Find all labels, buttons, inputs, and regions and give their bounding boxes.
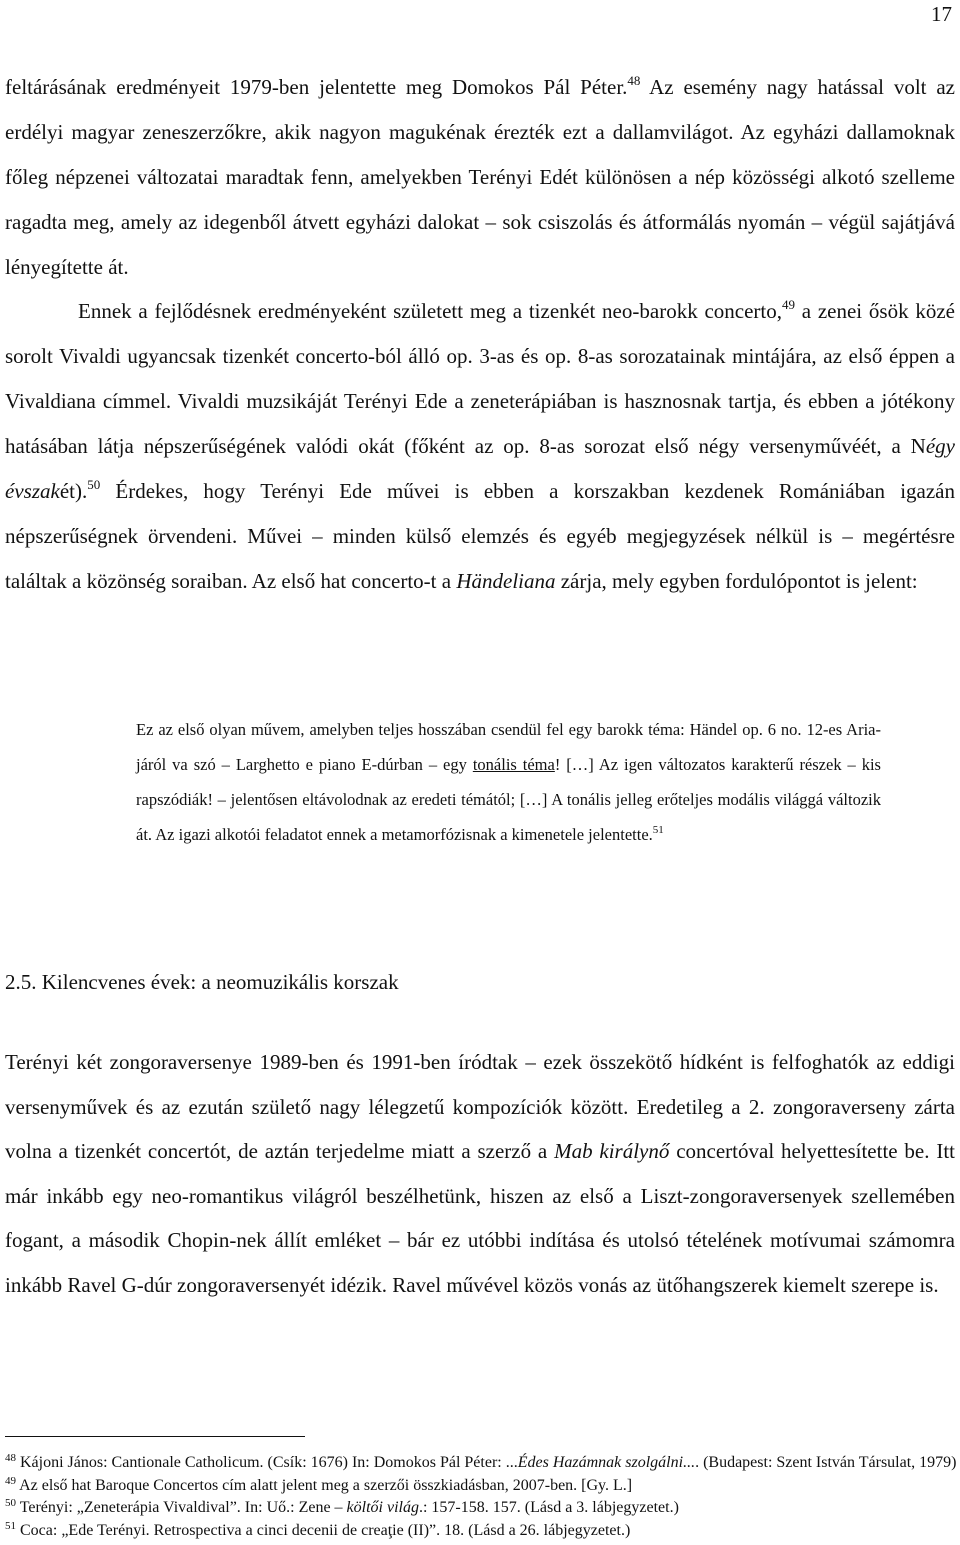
paragraph-text: Érdekes, hogy Terényi Ede művei is ebben a korszakban kezdenek Romániában igazán népszerűségnek örvendeni. Művei – minden külső elemzés és egyéb megjegyzések nélkül is – megértésre találtak a közönség soraiban. Az első hat concerto-t a bbox=[5, 479, 955, 593]
section-heading: 2.5. Kilencvenes évek: a neomuzikális korszak bbox=[5, 970, 399, 994]
paragraph-text: Az esemény nagy hatással volt az erdélyi magyar zeneszerzőkre, akik nagyon magukénak érezték ezt a dallamvilágot. Az egyházi dallamoknak főleg népzenei változatai maradtak fenn, amelyekben Terényi Edét különösen a nép közösségi alkotó szelleme ragadta meg, amely az idegenből átvett egyházi dalokat – sok csiszolás és átformálás nyomán – végül sajátjává lényegítette át. bbox=[5, 75, 955, 279]
footnote-number: 51 bbox=[5, 1519, 16, 1532]
footnote-italic: költői világ bbox=[346, 1499, 419, 1516]
footnote-text: Kájoni János: Cantionale Catholicum. (Csík: 1676) In: Domokos Pál Péter: ... bbox=[20, 1454, 518, 1471]
paragraph-text: a zenei ősök közé sorolt Vivaldi ugyancsak tizenkét concerto-ból álló op. 3-as és op. 8-as sorozatainak mintájára, az első éppen a Vivaldiana címmel. Vivaldi muzsikáját Terényi Ede a zeneterápiában is hasznosnak tartja, és ebben a jótékony hatásában látja népszerűségének valódi okát (főként az op. 8-as sorozat első négy versenyművéét, a N bbox=[5, 299, 955, 458]
footnote-text: . (Budapest: Szent István Társulat, 1979) bbox=[695, 1454, 957, 1471]
paragraph-text: Terényi két zongoraversenye 1989-ben és 1991-ben íródtak – ezek összekötő hídként is felfoghatók az eddigi versenyművek és az ezután születő nagy lélegzetű kompozíciók között. Eredetileg a 2. zongoraverseny zárta volna a tizenkét concertót, de aztán terjedelme miatt a szerző a bbox=[5, 1050, 955, 1163]
quote-text: ! […] Az igen változatos karakterű részek – kis rapszódiák! – jelentősen eltávolodnak az eredeti témától; […] A tonális jelleg erőteljes modális világgá változik át. Az igazi alkotói feladatot ennek a metamorfózisnak a kimenetele jelentette. bbox=[136, 755, 881, 844]
footnote-text: Az első hat Baroque Concertos cím alatt jelent meg a szerzői összkiadásban, 2007-ben. [Gy. L.] bbox=[19, 1476, 633, 1494]
paragraph-text: concertóval helyettesítette be. Itt már inkább egy neo-romantikus világról beszélhetünk, hiszen az első a Liszt-zongoraversenyek szellemében fogant, a második Chopin-nek állít emléket – bár ez utóbbi indítása és utolsó tételének motívumai számomra inkább Ravel G-dúr zongoraversenyét idézik. Ravel művével közös vonás az ütőhangszerek kiemelt szerepe is. bbox=[5, 1139, 955, 1297]
footnote-number: 50 bbox=[5, 1497, 16, 1509]
footnote-49 bbox=[5, 1475, 957, 1498]
paragraph-1 bbox=[5, 65, 955, 290]
footnote-ref-51[interactable]: 51 bbox=[652, 824, 664, 836]
paragraph-text: zárja, mely egyben fordulópontot is jelent: bbox=[555, 569, 918, 593]
paragraph-3 bbox=[5, 1040, 955, 1307]
underlined-text: tonális téma bbox=[472, 755, 555, 774]
footnotes bbox=[5, 1418, 957, 1542]
paragraph-text: feltárásának eredményeit 1979-ben jelentette meg Domokos Pál Péter. bbox=[5, 75, 628, 99]
footnote-51 bbox=[5, 1520, 957, 1543]
footnote-48 bbox=[5, 1452, 957, 1475]
footnote-text: Coca: „Ede Terényi. Retrospectiva a cinci decenii de creaţie (II)”. 18. (Lásd a 26. lábjegyzetet.) bbox=[20, 1521, 631, 1539]
footnote-text: Terényi: „Zeneterápia Vivaldival”. In: Uő.: Zene – bbox=[19, 1499, 347, 1516]
paragraph-text: Ennek a fejlődésnek eredményeként született meg a tizenkét neo-barokk concerto, bbox=[78, 299, 782, 323]
italic-title: égy évszak bbox=[5, 434, 955, 503]
page-number: 17 bbox=[931, 2, 952, 26]
italic-title: Händeliana bbox=[456, 569, 556, 593]
quote-text: Ez az első olyan művem, amelyben teljes hosszában csendül fel egy barokk téma: Händel op. 6 no. 12-es Aria-járól va szó – Larghetto e piano E-dúrban – egy bbox=[136, 720, 881, 774]
footnote-ref-48[interactable]: 48 bbox=[627, 73, 641, 88]
footnote-number: 48 bbox=[5, 1452, 16, 1464]
paragraph-text: ét). bbox=[59, 479, 88, 503]
footnote-text: .: 157-158. 157. (Lásd a 3. lábjegyzetet.) bbox=[418, 1499, 679, 1516]
footnote-ref-50[interactable]: 50 bbox=[87, 477, 101, 492]
block-quote bbox=[136, 712, 881, 852]
footnote-number: 49 bbox=[5, 1474, 16, 1487]
footnote-50 bbox=[5, 1497, 957, 1520]
footnote-ref-49[interactable]: 49 bbox=[782, 297, 795, 312]
paragraph-2 bbox=[5, 289, 955, 604]
footnote-italic: Édes Hazámnak szolgálni... bbox=[517, 1454, 696, 1471]
italic-title: Mab királynő bbox=[554, 1139, 670, 1163]
